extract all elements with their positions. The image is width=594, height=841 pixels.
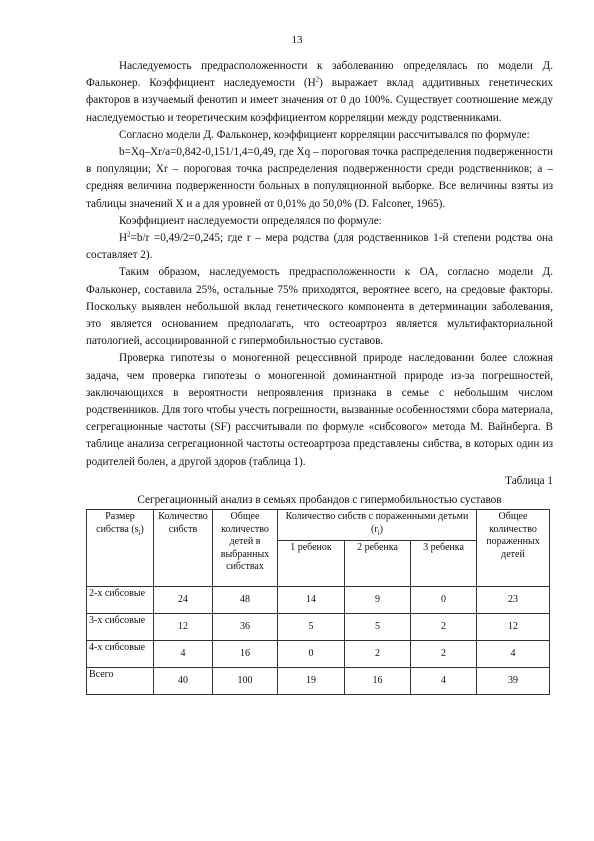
cell-sibs: 12 xyxy=(154,614,213,641)
cell-affected-3: 2 xyxy=(410,641,476,668)
p1-text-b: ) выражает вклад аддитивных генетических факторов в изучаемый фенотип и имеет значения от 0 до 100%. Существует соотношение между наследуемостью и теоретическим коэффициентом корреляции между родственниками. xyxy=(86,77,553,124)
table-label: Таблица 1 xyxy=(505,474,553,487)
cell-affected-1: 14 xyxy=(278,587,345,614)
row-label: 4-х сибсовые xyxy=(87,641,154,668)
paragraph-hypothesis: Проверка гипотезы о моногенной рецессивной природе наследовании более сложная задача, чем проверка гипотезы о моногенной доминантной природе из-за погрешностей, заключающихся в вероятности непроявления признака в семье с небольшим числом родственников. Для того чтобы учесть погрешности, вызванные особенностями сбора материала, сегрегационные частоты (SF) рассчитывали по формуле «сибсового» метода М. Вайнберга. В таблице анализа сегрегационной частоты остеоартроза представлены сибства, в которых один из родителей болен, а другой здоров (таблица 1). xyxy=(86,352,553,468)
paragraph-conclusion: Таким образом, наследуемость предрасположенности к ОА, согласно модели Д. Фальконер, составила 25%, остальные 75% приходятся, вероятнее всего, на средовые факторы. Поскольку выявлен небольшой вклад генетического компонента в детерминации заболевания, это является основанием предполагать, что остеоартроз является мультифакториальной патологией, ассоциированной с гипермобильностью суставов. xyxy=(86,266,553,348)
table-row-total xyxy=(87,668,550,695)
row-label: Всего xyxy=(87,668,154,695)
paragraph-formula-b: b=Xq–Xr/a=0,842-0,151/1,4=0,49, где Xq – пороговая точка распределения подверженности в популяции; Xr – пороговая точка распределения подверженности среди родственников; a – средняя величина подверженности больных в популяционной выборке. Все величины взяты из таблицы значений X и a для уровней от 0,01% до 50,0% (D. Falconer, 1965). xyxy=(86,146,553,210)
header-affected-group xyxy=(278,510,477,541)
document-body xyxy=(86,58,553,695)
header-total-children: Общее количество детей в выбранных сибствах xyxy=(213,510,278,587)
cell-affected-3: 2 xyxy=(410,614,476,641)
cell-total: 100 xyxy=(213,668,278,695)
header-affected-3: 3 ребенка xyxy=(410,541,476,587)
p1-text-a: Наследуемость предрасположенности к заболеванию определялась по модели Д. Фальконер. Коэффициент наследуемости (H xyxy=(86,60,553,90)
p5-superscript: 2 xyxy=(127,230,131,239)
header-total-affected: Общее количество пораженных детей xyxy=(477,510,550,587)
page-number: 13 xyxy=(291,34,303,46)
header-affected-sub: i xyxy=(377,528,380,537)
paragraph-coef-intro: Коэффициент наследуемости определялся по формуле: xyxy=(119,214,382,227)
cell-affected-2: 9 xyxy=(345,587,411,614)
table-header-row xyxy=(87,510,550,541)
header-sibs-count: Количество сибств xyxy=(154,510,213,587)
cell-total-affected: 4 xyxy=(477,641,550,668)
table-caption: Сегрегационный анализ в семьях пробандов с гипермобильностью суставов xyxy=(137,494,502,507)
cell-total-affected: 39 xyxy=(477,668,550,695)
cell-affected-1: 19 xyxy=(278,668,345,695)
cell-affected-1: 0 xyxy=(278,641,345,668)
cell-sibs: 40 xyxy=(154,668,213,695)
table-row xyxy=(87,587,550,614)
cell-sibs: 24 xyxy=(154,587,213,614)
header-size-close: ) xyxy=(140,523,144,535)
paragraph-formula-h2 xyxy=(86,230,553,264)
segregation-table xyxy=(86,509,550,695)
header-affected-1: 1 ребенок xyxy=(278,541,345,587)
row-label: 3-х сибсовые xyxy=(87,614,154,641)
header-sibship-size xyxy=(87,510,154,587)
table-row xyxy=(87,641,550,668)
cell-sibs: 4 xyxy=(154,641,213,668)
cell-total: 48 xyxy=(213,587,278,614)
cell-total: 36 xyxy=(213,614,278,641)
cell-total: 16 xyxy=(213,641,278,668)
header-size-text: Размер сибства (s xyxy=(96,511,139,535)
cell-affected-3: 0 xyxy=(410,587,476,614)
header-affected-close: ) xyxy=(379,523,383,535)
cell-total-affected: 23 xyxy=(477,587,550,614)
row-label: 2-х сибсовые xyxy=(87,587,154,614)
cell-affected-3: 4 xyxy=(410,668,476,695)
p1-superscript: 2 xyxy=(315,75,320,84)
cell-affected-2: 16 xyxy=(345,668,411,695)
cell-total-affected: 12 xyxy=(477,614,550,641)
cell-affected-2: 5 xyxy=(345,614,411,641)
cell-affected-2: 2 xyxy=(345,641,411,668)
table-row xyxy=(87,614,550,641)
header-size-sub: i xyxy=(138,528,141,537)
p5-text-b: =b/r =0,49/2=0,245; где r – мера родства (для родственников 1-й степени родства она составляет 2). xyxy=(86,232,553,262)
cell-affected-1: 5 xyxy=(278,614,345,641)
paragraph-heritability xyxy=(86,58,553,127)
paragraph-correlation: Согласно модели Д. Фальконер, коэффициент корреляции рассчитывался по формуле: xyxy=(119,128,530,141)
p5-text-a: H xyxy=(119,232,128,245)
header-affected-text: Количество сибств с пораженными детьми (r xyxy=(285,511,469,535)
header-affected-2: 2 ребенка xyxy=(345,541,411,587)
